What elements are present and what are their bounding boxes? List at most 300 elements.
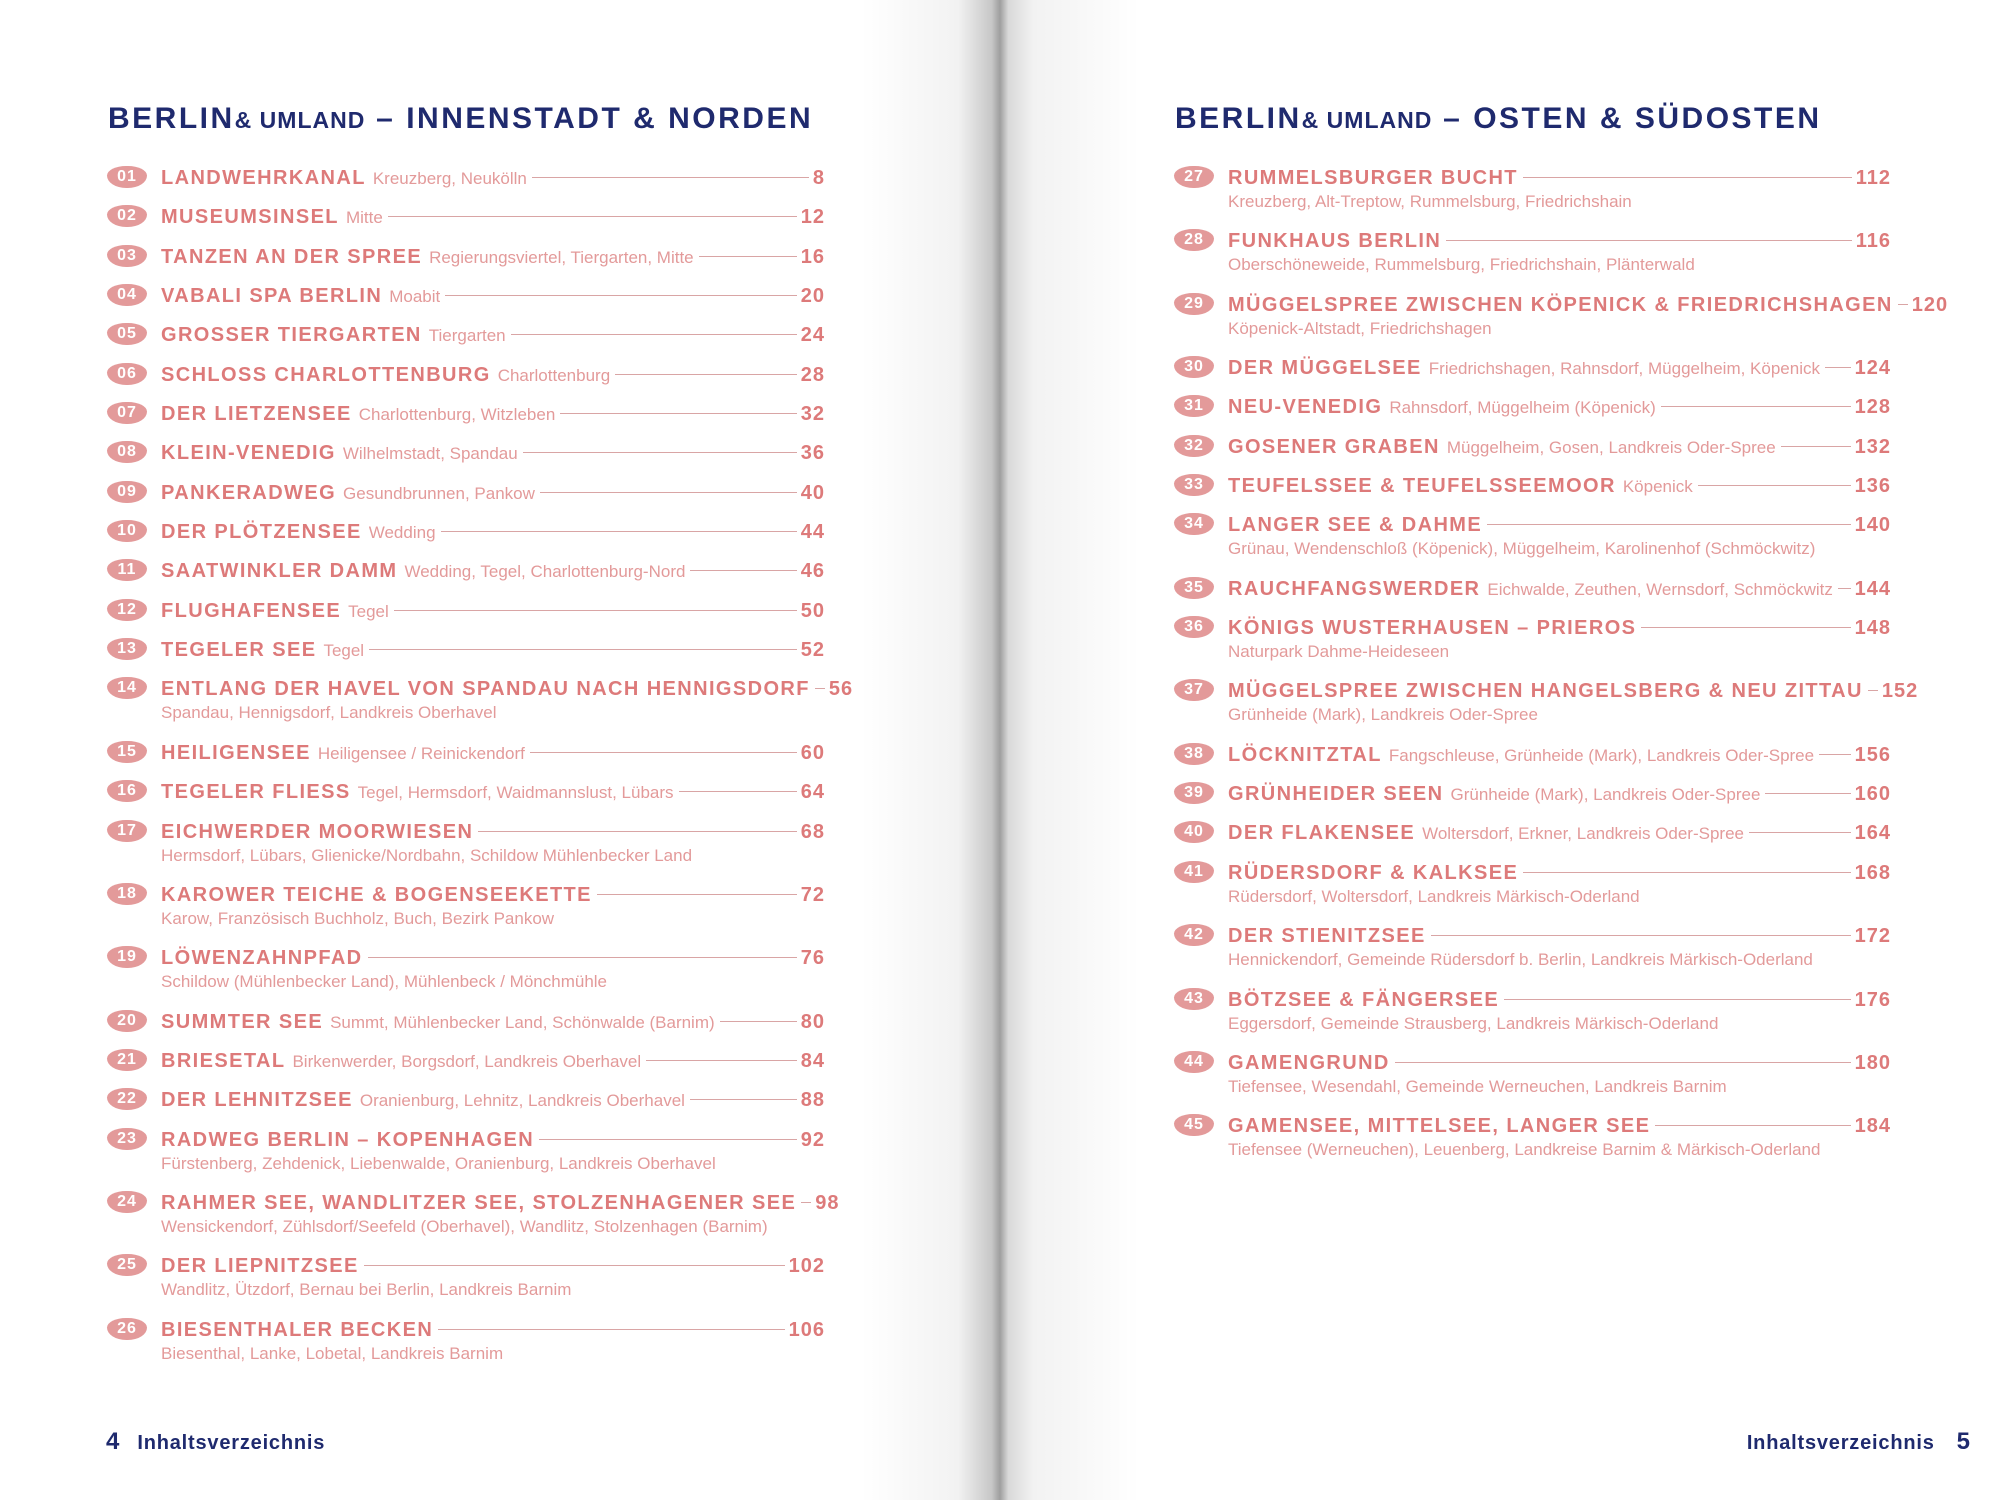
entry-page-number: 172: [1854, 925, 1891, 948]
entry-location: Kreuzberg, Alt-Treptow, Rummelsburg, Friedrichshain: [1228, 192, 1632, 211]
entry-line: [161, 1127, 825, 1153]
entry-location: Köpenick: [1622, 477, 1693, 497]
entry-line: [1228, 355, 1891, 381]
toc-entry[interactable]: [107, 1190, 840, 1253]
entry-location: Kreuzberg, Neukölln: [372, 169, 527, 188]
heading-berlin: BERLIN: [1175, 102, 1302, 135]
entry-location: Wandlitz, Ützdorf, Bernau bei Berlin, Landkreis Barnim: [161, 1280, 572, 1300]
entry-line: [1228, 165, 1891, 191]
chapter-number-badge: 23: [107, 1128, 147, 1150]
chapter-number-badge: 11: [107, 559, 147, 581]
entry-page-number: 124: [1854, 357, 1891, 380]
entry-location: Biesenthal, Lanke, Lobetal, Landkreis Barnim: [161, 1343, 504, 1363]
dot-leader: [1446, 240, 1852, 241]
entry-location: Tiefensee (Werneuchen), Leuenberg, Landkreise Barnim & Märkisch-Oderland: [1228, 1140, 1821, 1160]
entry-line: [1228, 678, 1919, 704]
entry-title: RAHMER SEE, WANDLITZER SEE, STOLZENHAGENER SEE: [161, 1191, 797, 1214]
entry-line: [1228, 434, 1891, 460]
entry-title: SCHLOSS CHARLOTTENBURG: [161, 363, 491, 386]
dot-leader: [1641, 627, 1850, 628]
entry-location: Tiefensee, Wesendahl, Gemeinde Werneuchen, Landkreis Barnim: [1228, 1076, 1727, 1096]
entry-title: MUSEUMSINSEL: [161, 206, 339, 229]
toc-entry[interactable]: [107, 882, 825, 945]
toc-entry[interactable]: [107, 480, 825, 519]
entry-title: RADWEG BERLIN – KOPENHAGEN: [161, 1128, 535, 1151]
entry-page-number: 64: [800, 781, 825, 804]
chapter-number-badge: 14: [107, 677, 147, 699]
entry-location: Fürstenberg, Zehdenick, Liebenwalde, Oranienburg, Landkreis Oberhavel: [161, 1153, 716, 1173]
entry-line: [161, 401, 825, 427]
dot-leader: [1504, 999, 1851, 1000]
chapter-number-badge: 01: [107, 166, 147, 188]
entry-line: [1228, 820, 1891, 846]
dot-leader: [1431, 935, 1851, 936]
entry-location: Charlottenburg, Witzleben: [358, 405, 556, 425]
entry-location: Grünheide (Mark), Landkreis Oder-Spree: [1450, 785, 1761, 805]
toc-entry[interactable]: [107, 1087, 825, 1126]
toc-entry[interactable]: [1174, 1113, 1891, 1176]
entry-page-number: 40: [800, 481, 825, 504]
entry-page-number: 184: [1854, 1115, 1891, 1138]
toc-entry[interactable]: [107, 1009, 825, 1048]
entry-title: MÜGGELSPREE ZWISCHEN HANGELSBERG & NEU ZITTAU: [1228, 680, 1863, 703]
dot-leader: [532, 177, 809, 178]
heading-berlin: BERLIN: [108, 102, 235, 135]
dot-leader: [1765, 793, 1850, 794]
footer-label: Inhaltsverzeichnis: [137, 1432, 326, 1454]
entry-title: DER LIETZENSEE: [161, 403, 352, 426]
entry-title: KLEIN-VENEDIG: [161, 442, 336, 465]
entry-page-number: 8: [812, 167, 825, 189]
entry-line: [161, 598, 825, 624]
chapter-number-badge: 45: [1174, 1114, 1214, 1136]
entry-line: [161, 1190, 840, 1216]
dot-leader: [1898, 304, 1908, 305]
entry-title: GRÜNHEIDER SEEN: [1228, 783, 1444, 806]
dot-leader: [615, 374, 797, 375]
table-of-contents: [1174, 165, 1949, 1177]
chapter-number-badge: 17: [107, 820, 147, 842]
chapter-number-badge: 34: [1174, 513, 1214, 535]
entry-location: Wensickendorf, Zühlsdorf/Seefeld (Oberhavel), Wandlitz, Stolzenhagen (Barnim): [161, 1216, 768, 1236]
entry-title: LÖCKNITZTAL: [1228, 743, 1382, 766]
toc-entry[interactable]: [107, 558, 825, 597]
chapter-number-badge: 35: [1174, 577, 1214, 599]
entry-page-number: 132: [1854, 435, 1891, 458]
entry-location: Gesundbrunnen, Pankow: [343, 483, 535, 503]
entry-location: Oberschöneweide, Rummelsburg, Friedrichshain, Plänterwald: [1228, 255, 1695, 275]
entry-line: [1228, 987, 1891, 1013]
chapter-number-badge: 42: [1174, 924, 1214, 946]
entry-page-number: 52: [800, 639, 825, 662]
entry-title: KÖNIGS WUSTERHAUSEN – PRIEROS: [1228, 617, 1637, 640]
toc-entry[interactable]: [1174, 228, 1891, 291]
dot-leader: [364, 1265, 785, 1266]
entry-title: LANGER SEE & DAHME: [1228, 514, 1483, 537]
dot-leader: [511, 334, 797, 335]
entry-title: BÖTZSEE & FÄNGERSEE: [1228, 988, 1500, 1011]
toc-entry[interactable]: [107, 945, 825, 1008]
dot-leader: [1661, 406, 1851, 407]
dot-leader: [1825, 367, 1851, 368]
entry-location: Köpenick-Altstadt, Friedrichshagen: [1228, 318, 1492, 338]
entry-page-number: 120: [1911, 293, 1949, 316]
entry-location: Eggersdorf, Gemeinde Strausberg, Landkreis Märkisch-Oderland: [1228, 1013, 1719, 1033]
entry-line: [161, 283, 825, 309]
entry-location: Regierungsviertel, Tiergarten, Mitte: [429, 247, 694, 267]
entry-title: DER STIENITZSEE: [1228, 925, 1426, 948]
dot-leader: [1838, 588, 1851, 589]
entry-page-number: 136: [1854, 475, 1891, 498]
section-title: [108, 102, 813, 136]
toc-entry[interactable]: [107, 779, 825, 818]
entry-page-number: 102: [788, 1255, 825, 1278]
entry-title: LÖWENZAHNPFAD: [161, 947, 363, 970]
chapter-number-badge: 05: [107, 323, 147, 345]
entry-line: [1228, 1050, 1891, 1076]
entry-location: Birkenwerder, Borgsdorf, Landkreis Oberhavel: [292, 1051, 642, 1071]
entry-line: [161, 362, 825, 388]
entry-title: TANZEN AN DER SPREE: [161, 245, 423, 268]
entry-page-number: 72: [800, 883, 825, 906]
toc-entry[interactable]: [107, 165, 825, 204]
toc-entry[interactable]: [107, 440, 825, 479]
dot-leader: [699, 256, 797, 257]
entry-location: Heiligensee / Reinickendorf: [317, 743, 525, 763]
dot-leader: [1487, 524, 1851, 525]
entry-location: Rüdersdorf, Woltersdorf, Landkreis Märkisch-Oderland: [1228, 886, 1640, 906]
entry-title: EICHWERDER MOORWIESEN: [161, 820, 474, 843]
entry-title: PANKERADWEG: [161, 481, 337, 504]
entry-line: [161, 1087, 825, 1113]
chapter-number-badge: 30: [1174, 356, 1214, 378]
entry-title: DER LIEPNITZSEE: [161, 1255, 359, 1278]
entry-location: Tiergarten: [428, 326, 506, 346]
entry-line: [1228, 742, 1891, 768]
chapter-number-badge: 41: [1174, 861, 1214, 883]
entry-location: Summt, Mühlenbecker Land, Schönwalde (Barnim): [330, 1012, 715, 1032]
entry-line: [1228, 860, 1891, 886]
entry-page-number: 44: [800, 521, 825, 544]
dot-leader: [679, 791, 797, 792]
entry-line: [161, 1009, 825, 1035]
entry-title: GAMENGRUND: [1228, 1051, 1390, 1074]
entry-line: [161, 1317, 825, 1343]
entry-page-number: 116: [1855, 230, 1891, 253]
heading-region: – INNENSTADT & NORDEN: [376, 102, 814, 135]
chapter-number-badge: 18: [107, 883, 147, 905]
chapter-number-badge: 31: [1174, 395, 1214, 417]
toc-entry[interactable]: [1174, 434, 1891, 473]
entry-location: Schildow (Mühlenbecker Land), Mühlenbeck / Mönchmühle: [161, 972, 608, 992]
toc-entry[interactable]: [107, 244, 825, 283]
entry-page-number: 32: [800, 403, 825, 426]
entry-page-number: 84: [800, 1049, 825, 1072]
entry-title: RAUCHFANGSWERDER: [1228, 577, 1481, 600]
chapter-number-badge: 12: [107, 599, 147, 621]
toc-entry[interactable]: [107, 819, 825, 882]
entry-location: Karow, Französisch Buchholz, Buch, Bezirk Pankow: [161, 908, 555, 928]
toc-entry[interactable]: [1174, 292, 1949, 355]
toc-entry[interactable]: [1174, 473, 1891, 512]
entry-page-number: 68: [800, 820, 825, 843]
entry-title: DER FLAKENSEE: [1228, 822, 1416, 845]
toc-entry[interactable]: [1174, 987, 1891, 1050]
dot-leader: [478, 831, 796, 832]
toc-entry[interactable]: [1174, 923, 1891, 986]
chapter-number-badge: 33: [1174, 474, 1214, 496]
entry-line: [161, 204, 825, 230]
dot-leader: [540, 492, 797, 493]
chapter-number-badge: 27: [1174, 166, 1214, 188]
chapter-number-badge: 06: [107, 363, 147, 385]
chapter-number-badge: 15: [107, 741, 147, 763]
entry-page-number: 168: [1854, 861, 1891, 884]
toc-entry[interactable]: [107, 1127, 825, 1190]
entry-location: Moabit: [389, 287, 441, 307]
dot-leader: [597, 894, 797, 895]
toc-entry[interactable]: [1174, 355, 1891, 394]
entry-page-number: 128: [1854, 396, 1891, 419]
toc-entry[interactable]: [1174, 860, 1891, 923]
dot-leader: [815, 688, 825, 689]
page-number: 4: [106, 1428, 120, 1455]
chapter-number-badge: 25: [107, 1254, 147, 1276]
toc-entry[interactable]: [107, 283, 825, 322]
toc-entry[interactable]: [107, 204, 825, 243]
toc-entry[interactable]: [107, 401, 825, 440]
toc-entry[interactable]: [1174, 1050, 1891, 1113]
entry-title: KAROWER TEICHE & BOGENSEEKETTE: [161, 883, 592, 906]
entry-location: Charlottenburg: [497, 365, 611, 385]
entry-location: Tegel, Hermsdorf, Waidmannslust, Lübars: [357, 783, 674, 803]
entry-location: Fangschleuse, Grünheide (Mark), Landkreis Oder-Spree: [1388, 745, 1815, 765]
toc-entry[interactable]: [107, 519, 825, 558]
dot-leader: [394, 610, 797, 611]
entry-location: Wedding: [368, 523, 436, 543]
entry-page-number: 112: [1855, 167, 1891, 189]
entry-title: GAMENSEE, MITTELSEE, LANGER SEE: [1228, 1115, 1651, 1138]
toc-entry[interactable]: [1174, 678, 1919, 741]
entry-line: [161, 779, 825, 805]
dot-leader: [1655, 1125, 1850, 1126]
entry-title: VABALI SPA BERLIN: [161, 285, 383, 308]
chapter-number-badge: 37: [1174, 679, 1214, 701]
entry-location: Hennickendorf, Gemeinde Rüdersdorf b. Berlin, Landkreis Märkisch-Oderland: [1228, 950, 1813, 970]
dot-leader: [369, 649, 797, 650]
entry-title: HEILIGENSEE: [161, 741, 311, 764]
chapter-number-badge: 21: [107, 1049, 147, 1071]
dot-leader: [438, 1329, 784, 1330]
entry-title: NEU-VENEDIG: [1228, 396, 1383, 419]
entry-page-number: 176: [1854, 988, 1891, 1011]
entry-line: [161, 519, 825, 545]
entry-location: Spandau, Hennigsdorf, Landkreis Oberhavel: [161, 703, 497, 723]
entry-location: Naturpark Dahme-Heideseen: [1228, 642, 1450, 662]
chapter-number-badge: 20: [107, 1010, 147, 1032]
chapter-number-badge: 04: [107, 284, 147, 306]
entry-line: [1228, 512, 1891, 538]
entry-line: [1228, 394, 1891, 420]
entry-line: [1228, 781, 1891, 807]
toc-entry[interactable]: [1174, 576, 1891, 615]
entry-title: TEUFELSSEE & TEUFELSSEEMOOR: [1228, 475, 1616, 498]
dot-leader: [445, 295, 797, 296]
entry-title: FUNKHAUS BERLIN: [1228, 230, 1442, 253]
entry-page-number: 46: [800, 560, 825, 583]
chapter-number-badge: 38: [1174, 743, 1214, 765]
entry-title: TEGELER FLIESS: [161, 781, 351, 804]
entry-line: [161, 1253, 825, 1279]
entry-line: [1228, 292, 1949, 318]
right-page: [1000, 0, 2000, 1500]
toc-entry[interactable]: [107, 637, 825, 676]
entry-line: [161, 1048, 825, 1074]
entry-line: [161, 740, 825, 766]
entry-location: Eichwalde, Zeuthen, Wernsdorf, Schmöckwitz: [1487, 579, 1833, 599]
entry-line: [161, 440, 825, 466]
dot-leader: [523, 452, 797, 453]
dot-leader: [441, 531, 797, 532]
entry-location: Friedrichshagen, Rahnsdorf, Müggelheim, Köpenick: [1428, 359, 1820, 379]
chapter-number-badge: 28: [1174, 229, 1214, 251]
dot-leader: [801, 1202, 811, 1203]
entry-line: [1228, 576, 1891, 602]
chapter-number-badge: 44: [1174, 1051, 1214, 1073]
toc-entry[interactable]: [107, 1253, 825, 1316]
dot-leader: [1781, 446, 1851, 447]
dot-leader: [1868, 690, 1878, 691]
entry-page-number: 20: [800, 285, 825, 308]
toc-entry[interactable]: [107, 322, 825, 361]
entry-title: DER MÜGGELSEE: [1228, 357, 1422, 380]
entry-page-number: 16: [800, 245, 825, 268]
entry-page-number: 106: [788, 1318, 825, 1341]
page-number: 5: [1956, 1428, 1970, 1455]
heading-region: – OSTEN & SÜDOSTEN: [1443, 102, 1822, 135]
dot-leader: [690, 1099, 797, 1100]
entry-title: BIESENTHALER BECKEN: [161, 1318, 434, 1341]
entry-line: [161, 244, 825, 270]
toc-entry[interactable]: [107, 598, 825, 637]
entry-location: Wilhelmstadt, Spandau: [342, 444, 518, 464]
entry-title: LANDWEHRKANAL: [161, 167, 366, 189]
toc-entry[interactable]: [107, 1317, 825, 1380]
dot-leader: [560, 413, 796, 414]
entry-location: Wedding, Tegel, Charlottenburg-Nord: [404, 562, 686, 582]
dot-leader: [1698, 485, 1851, 486]
entry-line: [1228, 228, 1891, 254]
entry-title: BRIESETAL: [161, 1049, 286, 1072]
toc-entry[interactable]: [1174, 820, 1891, 859]
dot-leader: [530, 752, 797, 753]
entry-line: [161, 819, 825, 845]
entry-page-number: 92: [800, 1128, 825, 1151]
entry-page-number: 180: [1854, 1051, 1891, 1074]
chapter-number-badge: 24: [107, 1191, 147, 1213]
dot-leader: [539, 1139, 797, 1140]
entry-title: SAATWINKLER DAMM: [161, 560, 398, 583]
toc-entry[interactable]: [1174, 742, 1891, 781]
chapter-number-badge: 09: [107, 481, 147, 503]
entry-page-number: 88: [800, 1089, 825, 1112]
toc-entry[interactable]: [1174, 394, 1891, 433]
chapter-number-badge: 07: [107, 402, 147, 424]
heading-umland: & UMLAND: [234, 107, 366, 133]
entry-title: GROSSER TIERGARTEN: [161, 324, 422, 347]
toc-entry[interactable]: [1174, 615, 1891, 678]
entry-location: Grünheide (Mark), Landkreis Oder-Spree: [1228, 705, 1538, 725]
entry-location: Tegel: [348, 601, 389, 621]
chapter-number-badge: 19: [107, 946, 147, 968]
entry-location: Hermsdorf, Lübars, Glienicke/Nordbahn, Schildow Mühlenbecker Land: [161, 845, 693, 865]
chapter-number-badge: 39: [1174, 782, 1214, 804]
entry-title: RUMMELSBURGER BUCHT: [1228, 167, 1518, 189]
entry-location: Woltersdorf, Erkner, Landkreis Oder-Spree: [1422, 824, 1744, 844]
chapter-number-badge: 08: [107, 441, 147, 463]
chapter-number-badge: 40: [1174, 821, 1214, 843]
entry-page-number: 36: [800, 442, 825, 465]
page-footer: [1747, 1428, 1970, 1456]
entry-page-number: 156: [1854, 743, 1891, 766]
toc-entry[interactable]: [1174, 165, 1891, 228]
entry-title: RÜDERSDORF & KALKSEE: [1228, 861, 1519, 884]
chapter-number-badge: 13: [107, 638, 147, 660]
entry-title: DER LEHNITZSEE: [161, 1089, 353, 1112]
entry-line: [161, 945, 825, 971]
entry-location: Mitte: [345, 208, 383, 228]
entry-location: Rahnsdorf, Müggelheim (Köpenick): [1389, 398, 1656, 418]
toc-entry[interactable]: [1174, 781, 1891, 820]
entry-line: [161, 165, 825, 191]
dot-leader: [1523, 872, 1850, 873]
dot-leader: [388, 216, 797, 217]
entry-page-number: 76: [800, 947, 825, 970]
entry-page-number: 164: [1854, 822, 1891, 845]
toc-entry[interactable]: [107, 676, 854, 739]
entry-page-number: 50: [800, 599, 825, 622]
entry-title: SUMMTER SEE: [161, 1010, 324, 1033]
entry-line: [161, 882, 825, 908]
entry-location: Oranienburg, Lehnitz, Landkreis Oberhavel: [359, 1091, 685, 1111]
entry-page-number: 60: [800, 741, 825, 764]
toc-entry[interactable]: [107, 1048, 825, 1087]
chapter-number-badge: 43: [1174, 988, 1214, 1010]
dot-leader: [368, 957, 797, 958]
section-title: [1175, 102, 1822, 136]
entry-title: GOSENER GRABEN: [1228, 435, 1440, 458]
entry-title: MÜGGELSPREE ZWISCHEN KÖPENICK & FRIEDRICHSHAGEN: [1228, 293, 1893, 316]
toc-entry[interactable]: [107, 740, 825, 779]
toc-entry[interactable]: [1174, 512, 1891, 575]
chapter-number-badge: 10: [107, 520, 147, 542]
entry-page-number: 152: [1881, 680, 1919, 703]
entry-page-number: 98: [815, 1191, 840, 1214]
page-footer: [106, 1428, 325, 1456]
entry-page-number: 80: [800, 1010, 825, 1033]
entry-location: Grünau, Wendenschloß (Köpenick), Müggelheim, Karolinenhof (Schmöckwitz): [1228, 539, 1816, 559]
entry-page-number: 24: [800, 324, 825, 347]
entry-line: [1228, 1113, 1891, 1139]
dot-leader: [1819, 754, 1851, 755]
chapter-number-badge: 16: [107, 780, 147, 802]
dot-leader: [1749, 832, 1851, 833]
entry-title: TEGELER SEE: [161, 639, 317, 662]
toc-entry[interactable]: [107, 362, 825, 401]
chapter-number-badge: 32: [1174, 435, 1214, 457]
entry-line: [161, 676, 854, 702]
entry-line: [161, 637, 825, 663]
